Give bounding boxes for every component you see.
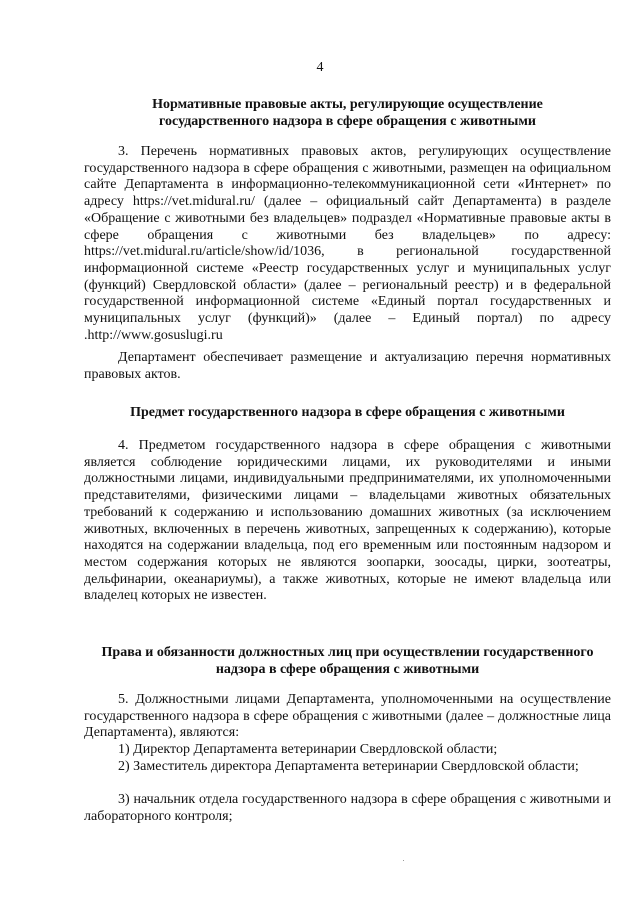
scan-speck <box>403 860 404 861</box>
page-number: 4 <box>316 60 324 75</box>
heading-line: Права и обязанности должностных лиц при осуществлении государственного <box>101 645 594 660</box>
section-heading-rights <box>84 645 611 678</box>
section-heading-subject: Предмет государственного надзора в сфере обращения с животными <box>130 405 565 420</box>
paragraph-3: 3. Перечень нормативных правовых актов, регулирующих осуществление государственного надзора в сфере обращения с животными, размещен на официальном сайте Департамента в информационно-телекоммуникационной сети «Интернет» по адресу https://vet.midural.ru/ (далее – официальный сайт Департамента) в разделе «Обращение с животными без владельцев» подраздел «Нормативные правовые акты в сфере обращения с животными без владельцев» по адресу: https://vet.midural.ru/article/show/id/1036, в региональной государственной информационной системе «Реестр государственных услуг и муниципальных услуг (функций) Свердловской области» (далее – региональный реестр) и в федеральной государственной информационной системе «Единый портал государственных и муниципальных услуг (функций)» (далее – Единый портал) по адресу .http://www.gosuslugi.ru <box>84 144 611 343</box>
heading-line: надзора в сфере обращения с животными <box>215 661 480 677</box>
paragraph-5: 5. Должностными лицами Департамента, уполномоченными на осуществление государственного надзора в сфере обращения с животными (далее – должностные лица Департамента), являются: <box>84 692 611 741</box>
list-item-3: 3) начальник отдела государственного надзора в сфере обращения с животными и лабораторного контроля; <box>84 792 611 824</box>
section-heading-normative-acts <box>84 97 611 130</box>
list-item-1: 1) Директор Департамента ветеринарии Свердловской области; <box>118 742 498 757</box>
heading-line: Нормативные правовые акты, регулирующие осуществление <box>152 97 543 112</box>
heading-line: государственного надзора в сфере обращения с животными <box>159 113 536 129</box>
paragraph-4: 4. Предметом государственного надзора в сфере обращения с животными является соблюдение юридическими лицами, их руководителями и иными должностными лицами, индивидуальными предпринимателями, их уполномоченными представителями, физическими лицами – владельцами животных обязательных требований к содержанию и использованию домашних животных (за исключением животных, включенных в перечень животных, запрещенных к содержанию), которые находятся на содержании владельца, под его временным или постоянным надзором и местом содержания которых не являются зоопарки, зоосады, цирки, зоотеатры, дельфинарии, океанариумы), а также животных, которые не имеют владельца или владелец которых не известен. <box>84 438 611 604</box>
paragraph-3-continued: Департамент обеспечивает размещение и актуализацию перечня нормативных правовых актов. <box>84 350 611 382</box>
list-item-2: 2) Заместитель директора Департамента ветеринарии Свердловской области; <box>118 759 579 774</box>
